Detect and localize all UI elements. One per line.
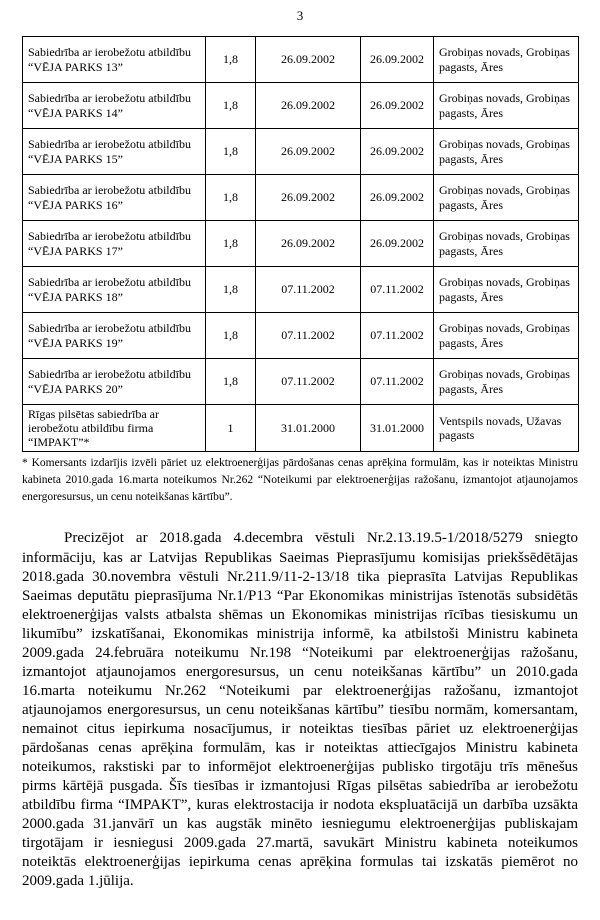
cell-capacity: 1,8 [206,83,256,129]
cell-company-name: Sabiedrība ar ierobežotu atbildību “VĒJA PARKS 18” [23,267,206,313]
table-row [23,267,579,313]
cell-capacity: 1,8 [206,359,256,405]
cell-company-name: Sabiedrība ar ierobežotu atbildību “VĒJA PARKS 15” [23,129,206,175]
cell-start-date: 07.11.2002 [361,267,434,313]
table-row [23,313,579,359]
cell-start-date: 26.09.2002 [361,129,434,175]
cell-capacity: 1,8 [206,37,256,83]
cell-start-date: 26.09.2002 [361,221,434,267]
table-row [23,175,579,221]
cell-location: Grobiņas novads, Grobiņas pagasts, Āres [434,129,579,175]
table-row [23,37,579,83]
cell-decision-date: 26.09.2002 [256,221,361,267]
cell-start-date: 31.01.2000 [361,405,434,452]
table-row [23,129,579,175]
table-row [23,221,579,267]
cell-capacity: 1 [206,405,256,452]
cell-decision-date: 26.09.2002 [256,37,361,83]
cell-decision-date: 07.11.2002 [256,359,361,405]
cell-location: Grobiņas novads, Grobiņas pagasts, Āres [434,175,579,221]
cell-start-date: 07.11.2002 [361,359,434,405]
cell-capacity: 1,8 [206,313,256,359]
table-row [23,405,579,452]
cell-location: Grobiņas novads, Grobiņas pagasts, Āres [434,83,579,129]
cell-decision-date: 26.09.2002 [256,83,361,129]
cell-company-name: Sabiedrība ar ierobežotu atbildību “VĒJA PARKS 13” [23,37,206,83]
cell-location: Grobiņas novads, Grobiņas pagasts, Āres [434,221,579,267]
cell-company-name: Sabiedrība ar ierobežotu atbildību “VĒJA PARKS 19” [23,313,206,359]
cell-start-date: 26.09.2002 [361,83,434,129]
cell-start-date: 07.11.2002 [361,313,434,359]
cell-company-name: Sabiedrība ar ierobežotu atbildību “VĒJA PARKS 16” [23,175,206,221]
cell-company-name: Sabiedrība ar ierobežotu atbildību “VĒJA PARKS 17” [23,221,206,267]
cell-decision-date: 26.09.2002 [256,175,361,221]
cell-company-name: Rīgas pilsētas sabiedrība ar ierobežotu atbildību firma “IMPAKT”* [23,405,206,452]
table-body [23,37,579,452]
cell-capacity: 1,8 [206,221,256,267]
body-paragraph: Precizējot ar 2018.gada 4.decembra vēstuli Nr.2.13.19.5-1/2018/5279 sniegto informāciju, kas ar Latvijas Republikas Saeimas Pieprasījumu komisijas priekšsēdētājas 2018.gada 30.novembra vēstuli Nr.211.9/11-2-13/18 tika pieprasīta Latvijas Republikas Saeimas deputātu pieprasījuma Nr.1/P13 “Par Ekonomikas ministrijas īstenotās subsidētās elektroenerģijas valsts atbalsta shēmas un Ekonomikas ministrijas rīcības tiesiskumu un likumību” izskatīšanai, Ekonomikas ministrija informē, ka atbilstoši Ministru kabineta 2009.gada 24.februāra noteikumu Nr.198 “Noteikumi par elektroenerģijas ražošanu, izmantojot atjaunojamos energoresursus, un cenu noteikšanas kārtību” un 2010.gada 16.marta noteikumu Nr.262 “Noteikumi par elektroenerģijas ražošanu, izmantojot atjaunojamos energoresursus, un cenu noteikšanas kārtību” tiesību normām, komersantam, nemainot citus iepirkuma nosacījumus, ir noteiktas tiesības pāriet uz elektroenerģijas pārdošanas cenas aprēķina formulām, kas ir noteiktas attiecīgajos Ministru kabineta noteikumos, rakstiski par to informējot elektroenerģijas publisko tirgotāju trīs mēnešus pirms kārtējā pusgada. Šīs tiesības ir izmantojusi Rīgas pilsētas sabiedrība ar ierobežotu atbildību firma “IMPAKT”, kuras elektrostacija ir nodota ekspluatācijā un darbība uzsākta 2000.gada 31.janvārī un kas augstāk minēto iesniegumu elektroenerģijas publiskajam tirgotājam ir iesniegusi 2009.gada 27.martā, savukārt Ministru kabineta noteikumos noteiktās elektroenerģijas iepirkuma cenas aprēķina formulas tai izskatās piemērot no 2009.gada 1.jūlija. [22,530,578,890]
cell-location: Ventspils novads, Užavas pagasts [434,405,579,452]
cell-capacity: 1,8 [206,267,256,313]
cell-decision-date: 07.11.2002 [256,313,361,359]
cell-start-date: 26.09.2002 [361,37,434,83]
cell-location: Grobiņas novads, Grobiņas pagasts, Āres [434,37,579,83]
page-number: 3 [296,8,304,23]
producers-table [22,36,579,452]
cell-location: Grobiņas novads, Grobiņas pagasts, Āres [434,267,579,313]
cell-decision-date: 26.09.2002 [256,129,361,175]
cell-decision-date: 07.11.2002 [256,267,361,313]
cell-capacity: 1,8 [206,175,256,221]
table-row [23,83,579,129]
cell-company-name: Sabiedrība ar ierobežotu atbildību “VĒJA PARKS 20” [23,359,206,405]
table-footnote: * Komersants izdarījis izvēli pāriet uz elektroenerģijas pārdošanas cenas aprēķina formulām, kas ir noteiktas Ministru kabineta 2010.gada 16.marta noteikumos Nr.262 “Noteikumi par elektroenerģijas ražošanu, izmantojot atjaunojamos energoresursus, un cenu noteikšanas kārtību”. [22,457,578,503]
cell-company-name: Sabiedrība ar ierobežotu atbildību “VĒJA PARKS 14” [23,83,206,129]
cell-capacity: 1,8 [206,129,256,175]
cell-location: Grobiņas novads, Grobiņas pagasts, Āres [434,359,579,405]
table-row [23,359,579,405]
cell-start-date: 26.09.2002 [361,175,434,221]
cell-decision-date: 31.01.2000 [256,405,361,452]
cell-location: Grobiņas novads, Grobiņas pagasts, Āres [434,313,579,359]
